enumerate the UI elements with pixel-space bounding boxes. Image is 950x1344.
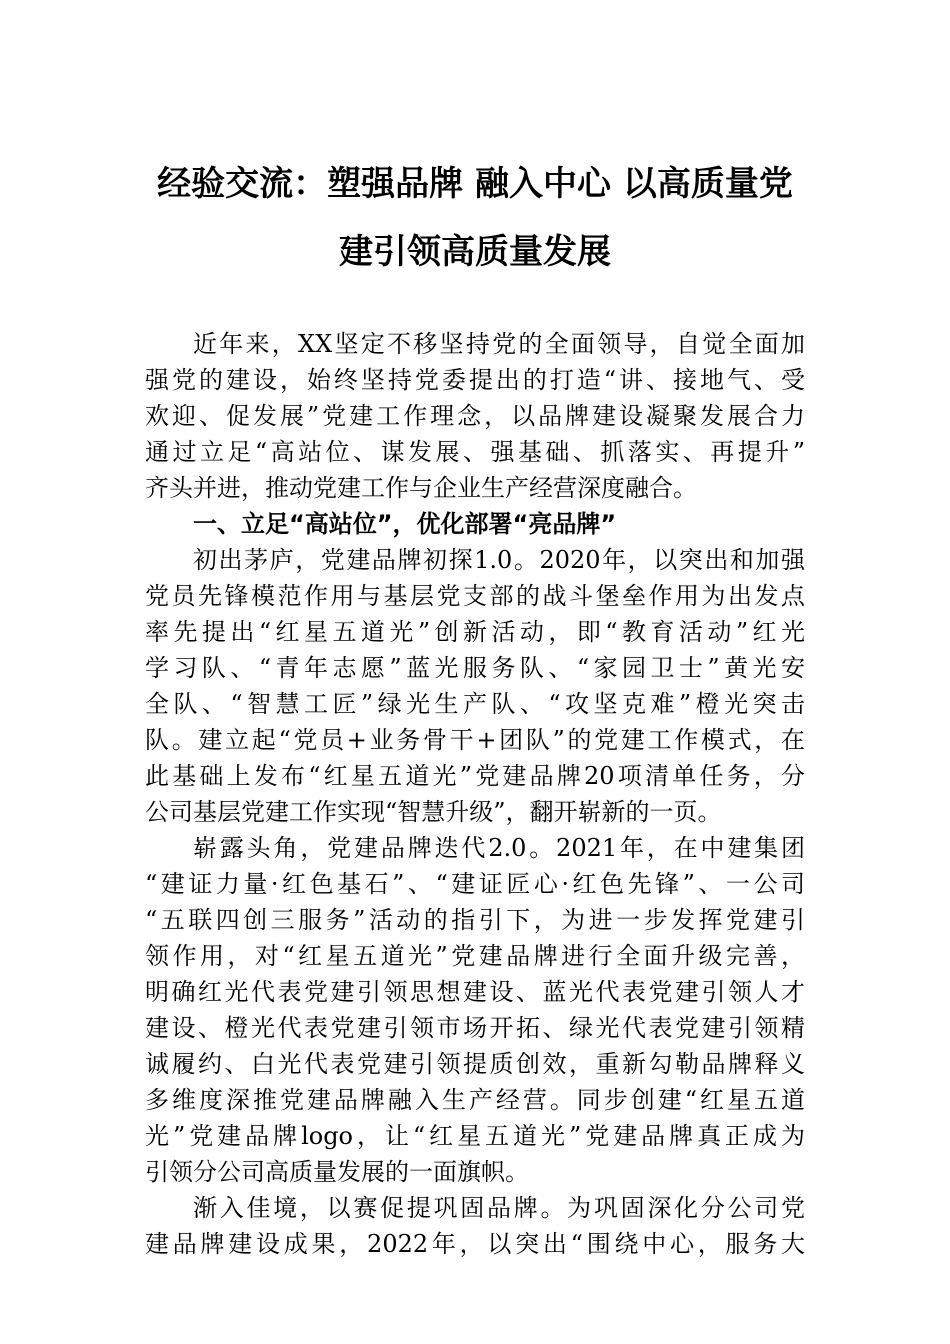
paragraph [145,830,805,1190]
heading-line: 一、立足“高站位”，优化部署“亮品牌” [193,510,617,538]
paragraph [145,326,805,506]
paragraph-line: 强党的建设，始终坚持党委提出的打造“讲、接地气、受 [145,366,805,394]
paragraph-line: 建品牌建设成果，2022年，以突出“围绕中心，服务大 [145,1230,805,1258]
paragraph [145,542,805,830]
paragraph-line: 光”党建品牌logo，让“红星五道光”党建品牌真正成为 [145,1122,805,1150]
paragraph-line: 党员先锋模范作用与基层党支部的战斗堡垒作用为出发点 [145,582,805,610]
paragraph-line: “建证力量·红色基石”、“建证匠心·红色先锋”、一公司 [145,870,805,898]
paragraph-line: 初出茅庐，党建品牌初探1.0。2020年，以突出和加强 [193,546,805,574]
paragraph-line: 队。建立起“党员+业务骨干+团队”的党建工作模式，在 [145,726,805,754]
paragraph [145,1190,805,1262]
paragraph-line: 明确红光代表党建引领思想建设、蓝光代表党建引领人才 [145,978,805,1006]
paragraph-line: 此基础上发布“红星五道光”党建品牌20项清单任务，分 [145,762,805,790]
section-heading [145,506,805,542]
paragraph-line: 诚履约、白光代表党建引领提质创效，重新勾勒品牌释义 [145,1050,805,1078]
paragraph-line: 崭露头角，党建品牌迭代2.0。2021年，在中建集团 [193,834,805,862]
paragraph-line: 齐头并进，推动党建工作与企业生产经营深度融合。 [145,474,697,502]
paragraph-line: 学习队、“青年志愿”蓝光服务队、“家园卫士”黄光安 [145,654,805,682]
paragraph-line: 公司基层党建工作实现“智慧升级”，翻开崭新的一页。 [145,798,722,826]
document-title-line-1: 经验交流：塑强品牌 融入中心 以高质量党 [157,164,793,204]
paragraph-line: 引领分公司高质量发展的一面旗帜。 [145,1158,529,1186]
document-title-line-2: 建引领高质量发展 [339,232,611,272]
paragraph-line: 欢迎、促发展”党建工作理念，以品牌建设凝聚发展合力 [145,402,805,430]
paragraph-line: 近年来，XX坚定不移坚持党的全面领导，自觉全面加 [193,330,805,358]
paragraph-line: 多维度深推党建品牌融入生产经营。同步创建“红星五道 [145,1086,805,1114]
paragraph-line: 率先提出“红星五道光”创新活动，即“教育活动”红光 [145,618,805,646]
paragraph-line: 渐入佳境，以赛促提巩固品牌。为巩固深化分公司党 [193,1194,805,1222]
paragraph-line: 领作用，对“红星五道光”党建品牌进行全面升级完善， [145,942,805,970]
paragraph-line: 全队、“智慧工匠”绿光生产队、“攻坚克难”橙光突击 [145,690,805,718]
paragraph-line: 建设、橙光代表党建引领市场开拓、绿光代表党建引领精 [145,1014,805,1042]
paragraph-line: “五联四创三服务”活动的指引下，为进一步发挥党建引 [145,906,805,934]
document-body [145,326,805,1262]
paragraph-line: 通过立足“高站位、谋发展、强基础、抓落实、再提升” [145,438,805,466]
